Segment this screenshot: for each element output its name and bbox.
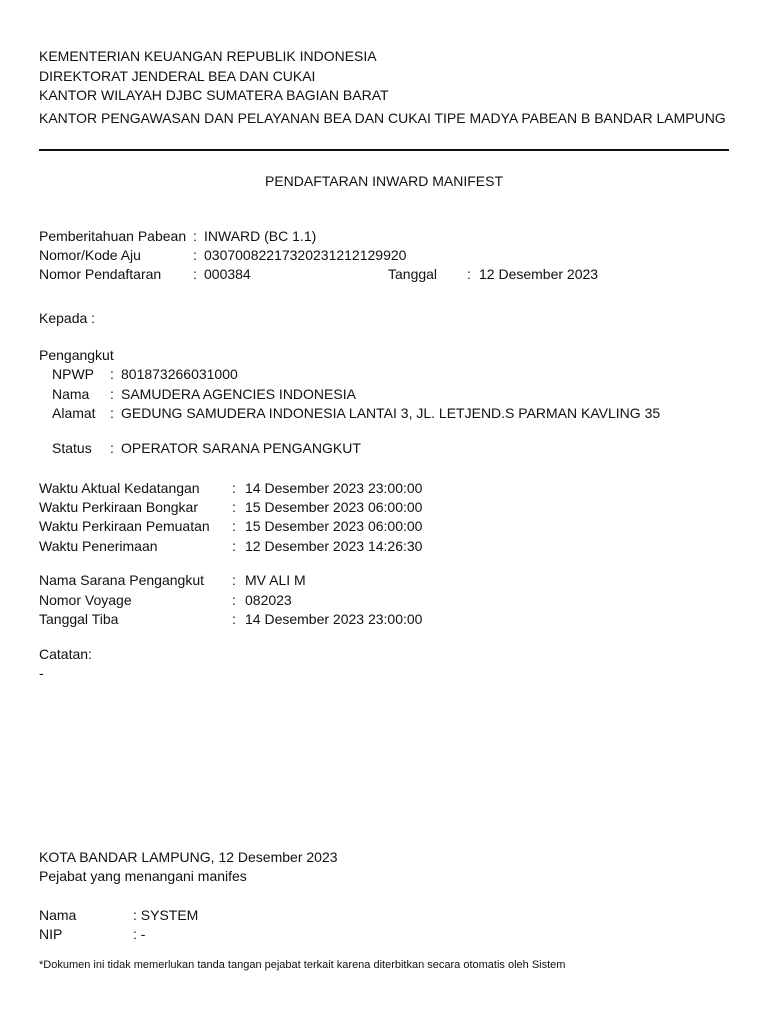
- alamat-value: GEDUNG SAMUDERA INDONESIA LANTAI 3, JL. LETJEND.S PARMAN KAVLING 35: [121, 405, 661, 421]
- tanggal-value: 12 Desember 2023: [479, 266, 599, 282]
- alamat-label: Alamat: [52, 405, 96, 421]
- nama-sarana-label: Nama Sarana Pengangkut: [39, 572, 204, 588]
- official-nip-label: NIP: [39, 926, 63, 942]
- colon: :: [193, 228, 197, 244]
- nomor-pendaftaran-label: Nomor Pendaftaran: [39, 266, 162, 282]
- catatan-label: Catatan:: [39, 646, 92, 662]
- colon: :: [232, 518, 236, 534]
- colon: :: [232, 592, 236, 608]
- status-label: Status: [52, 440, 92, 456]
- tanggal-label: Tanggal: [388, 266, 438, 282]
- waktu-aktual-label: Waktu Aktual Kedatangan: [39, 480, 200, 496]
- kepada-label: Kepada :: [39, 310, 96, 326]
- waktu-penerimaan-label: Waktu Penerimaan: [39, 538, 158, 554]
- nama-pengangkut-value: SAMUDERA AGENCIES INDONESIA: [121, 386, 356, 402]
- colon: :: [110, 440, 114, 456]
- official-title: Pejabat yang menangani manifes: [39, 868, 247, 884]
- waktu-pemuatan-value: 15 Desember 2023 06:00:00: [245, 518, 423, 534]
- pemberitahuan-value: INWARD (BC 1.1): [204, 228, 317, 244]
- header-regional-office: KANTOR WILAYAH DJBC SUMATERA BAGIAN BARAT: [39, 87, 389, 103]
- official-nama-value: : SYSTEM: [133, 907, 199, 923]
- colon: :: [110, 386, 114, 402]
- nomor-voyage-value: 082023: [245, 592, 292, 608]
- nomor-aju-label: Nomor/Kode Aju: [39, 247, 141, 263]
- header-divider: [39, 149, 729, 151]
- tanggal-tiba-label: Tanggal Tiba: [39, 611, 119, 627]
- nomor-voyage-label: Nomor Voyage: [39, 592, 132, 608]
- colon: :: [193, 247, 197, 263]
- nama-pengangkut-label: Nama: [52, 386, 90, 402]
- waktu-bongkar-label: Waktu Perkiraan Bongkar: [39, 499, 198, 515]
- colon: :: [232, 499, 236, 515]
- waktu-penerimaan-value: 12 Desember 2023 14:26:30: [245, 538, 423, 554]
- official-nama-label: Nama: [39, 907, 77, 923]
- waktu-pemuatan-label: Waktu Perkiraan Pemuatan: [39, 518, 210, 534]
- colon: :: [232, 572, 236, 588]
- place-date: KOTA BANDAR LAMPUNG, 12 Desember 2023: [39, 849, 338, 865]
- npwp-value: 801873266031000: [121, 366, 238, 382]
- document-title: PENDAFTARAN INWARD MANIFEST: [264, 173, 503, 189]
- header-ministry: KEMENTERIAN KEUANGAN REPUBLIK INDONESIA: [39, 48, 377, 64]
- waktu-aktual-value: 14 Desember 2023 23:00:00: [245, 480, 423, 496]
- tanggal-tiba-value: 14 Desember 2023 23:00:00: [245, 611, 423, 627]
- pengangkut-heading: Pengangkut: [39, 347, 114, 363]
- pemberitahuan-label: Pemberitahuan Pabean: [39, 228, 187, 244]
- nomor-aju-value: 03070082217320231212129920: [204, 247, 407, 263]
- colon: :: [467, 266, 471, 282]
- colon: :: [232, 538, 236, 554]
- colon: :: [232, 480, 236, 496]
- colon: :: [193, 266, 197, 282]
- nomor-pendaftaran-value: 000384: [204, 266, 251, 282]
- colon: :: [232, 611, 236, 627]
- signature-note: *Dokumen ini tidak memerlukan tanda tangan pejabat terkait karena diterbitkan secara otomatis oleh Sistem: [39, 959, 566, 971]
- waktu-bongkar-value: 15 Desember 2023 06:00:00: [245, 499, 423, 515]
- status-value: OPERATOR SARANA PENGANGKUT: [121, 440, 361, 456]
- colon: :: [110, 405, 114, 421]
- npwp-label: NPWP: [52, 366, 94, 382]
- catatan-value: -: [39, 665, 44, 681]
- header-office: KANTOR PENGAWASAN DAN PELAYANAN BEA DAN CUKAI TIPE MADYA PABEAN B BANDAR LAMPUNG: [39, 110, 726, 126]
- colon: :: [110, 366, 114, 382]
- nama-sarana-value: MV ALI M: [245, 572, 306, 588]
- official-nip-value: : -: [133, 926, 146, 942]
- header-directorate: DIREKTORAT JENDERAL BEA DAN CUKAI: [39, 68, 316, 84]
